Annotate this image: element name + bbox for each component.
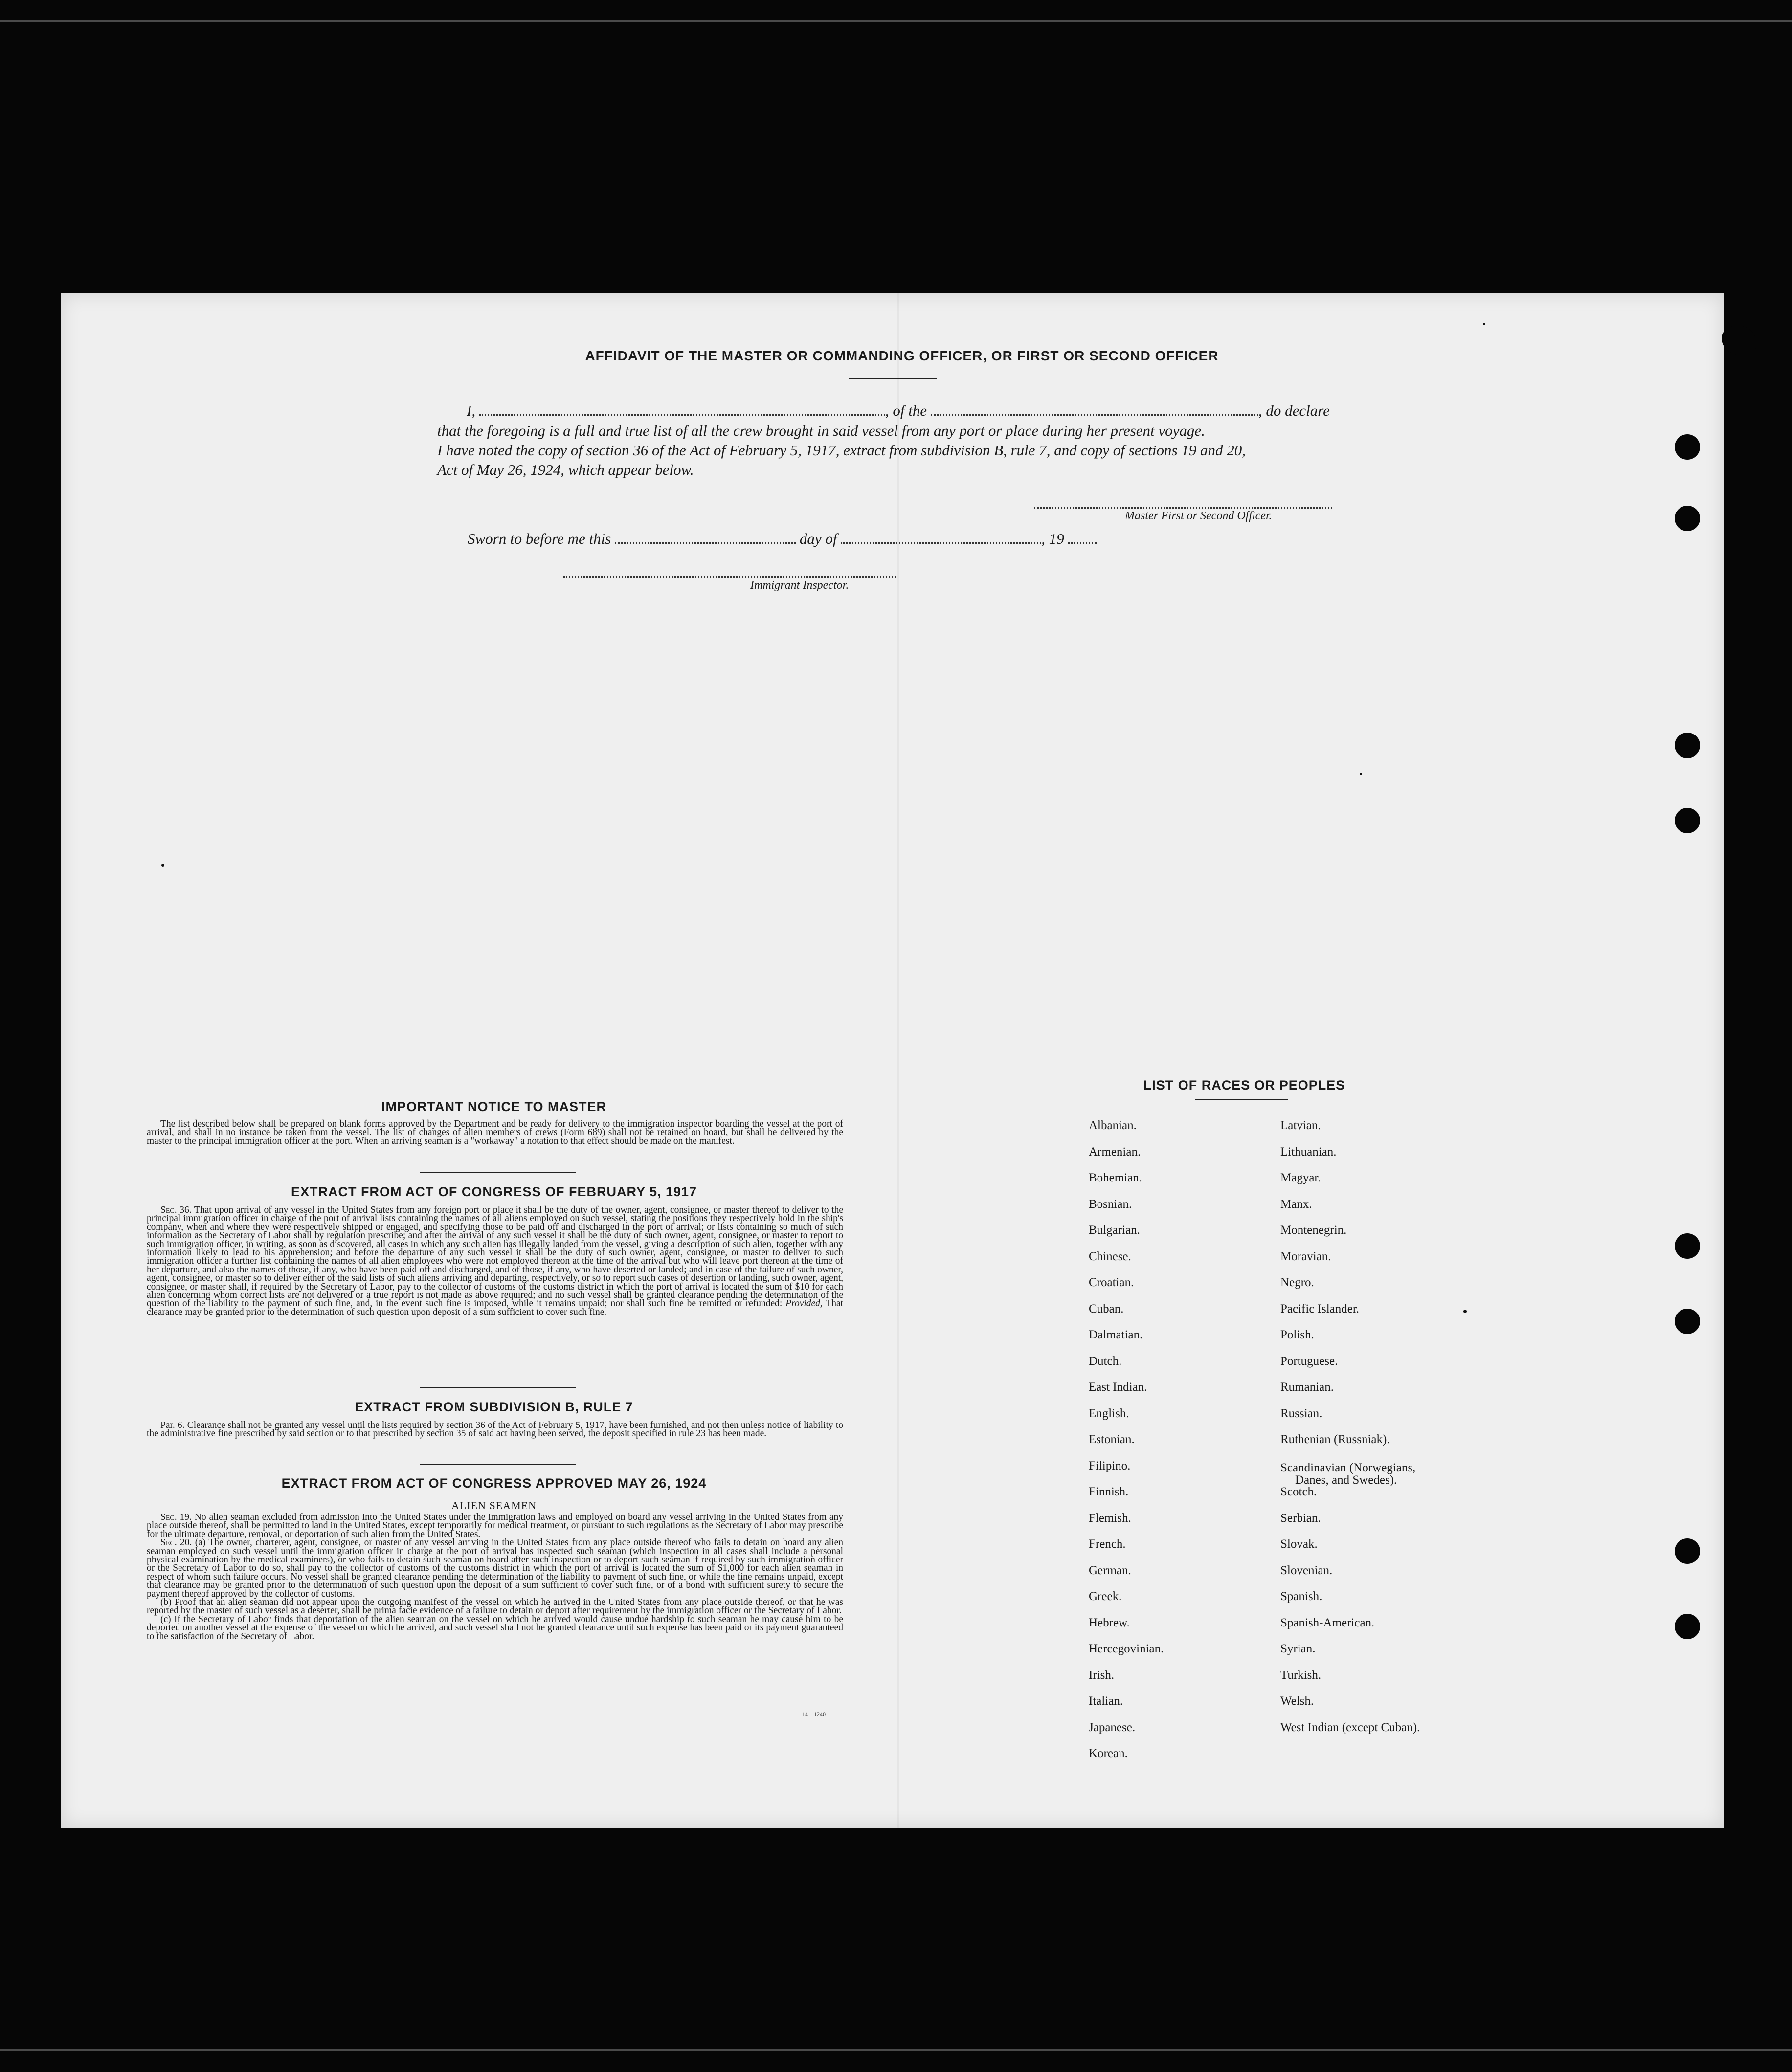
sec-20c-text: (c) If the Secretary of Labor finds that deportation of the alien seaman on the vessel on which he arrived would cause undue hardship to such seaman he may cause him to be deported on another vessel at the expense of the vessel on which he arrived, and such vessel shall not be granted clearance until such expense has been paid or its payment guaranteed to the satisfaction of the Secretary of Labor. <box>147 1614 843 1642</box>
race-item-left: Cuban. <box>1089 1302 1124 1315</box>
race-item-left: Korean. <box>1089 1747 1128 1760</box>
race-item-right: Spanish. <box>1280 1590 1322 1603</box>
master-caption: Master First or Second Officer. <box>1125 510 1272 522</box>
race-item-left: Bulgarian. <box>1089 1224 1140 1237</box>
name-blank[interactable] <box>479 411 885 416</box>
race-item-right: Latvian. <box>1280 1119 1321 1132</box>
race-item-left: Chinese. <box>1089 1249 1131 1263</box>
race-item-left: East Indian. <box>1089 1381 1147 1394</box>
race-item-right: West Indian (except Cuban). <box>1280 1720 1420 1734</box>
race-item-left: Filipino. <box>1089 1459 1131 1472</box>
document-page <box>61 293 1724 1828</box>
affidavit-line-3: I have noted the copy of section 36 of the Act of February 5, 1917, extract from subdivision B, rule 7, and copy of sections 19 and 20, <box>437 442 1246 459</box>
speck <box>1483 323 1485 325</box>
race-item-left: Hebrew. <box>1089 1616 1130 1629</box>
affidavit-line-4: Act of May 26, 1924, which appear below. <box>437 461 694 478</box>
affidavit-do-declare: , do declare <box>1258 402 1330 419</box>
race-item-right: Danes, and Swedes). <box>1295 1473 1397 1487</box>
alien-seamen-subtitle: ALIEN SEAMEN <box>451 1499 537 1512</box>
race-item-left: Albanian. <box>1089 1119 1137 1132</box>
punch-hole <box>1675 1233 1700 1259</box>
race-item-left: Finnish. <box>1089 1485 1129 1498</box>
race-item-right: Pacific Islander. <box>1280 1302 1360 1315</box>
race-item-left: Flemish. <box>1089 1511 1131 1525</box>
affidavit-of-the: , of the <box>885 402 927 419</box>
race-item-right: Turkish. <box>1280 1668 1322 1682</box>
race-item-right: Spanish-American. <box>1280 1616 1375 1629</box>
affidavit-line-2: that the foregoing is a full and true list of all the crew brought in said vessel from any port or place during her present voyage. <box>437 422 1205 439</box>
race-item-right: Negro. <box>1280 1276 1314 1289</box>
center-fold <box>897 293 899 1828</box>
extract-1917-text <box>147 1206 843 1316</box>
race-item-right: Syrian. <box>1280 1642 1316 1655</box>
race-item-left: German. <box>1089 1563 1131 1577</box>
speck <box>1360 773 1362 775</box>
punch-hole <box>1675 808 1700 833</box>
speck <box>161 864 164 867</box>
race-item-right: Lithuanian. <box>1280 1145 1337 1159</box>
sec-19-body: No alien seaman excluded from admission into the United States under the immigration laws and employed on board any vessel arriving in the United States from any place outside thereof, shall be permitted to land in the United States, except temporarily for medical treatment, or pursuant to such regulations as the Secretary of Labor may prescribe for the ultimate departure, removal, or deportation of such alien from the United States. <box>147 1512 843 1539</box>
race-item-right: Ruthenian (Russniak). <box>1280 1433 1390 1446</box>
race-item-right: Rumanian. <box>1280 1381 1334 1394</box>
notice-title: IMPORTANT NOTICE TO MASTER <box>381 1099 606 1114</box>
punch-hole <box>1675 1309 1700 1334</box>
race-item-left: French. <box>1089 1537 1126 1551</box>
sworn-prefix: Sworn to before me this <box>468 530 611 547</box>
notice-rule <box>420 1172 576 1173</box>
races-title-rule <box>1195 1099 1288 1100</box>
race-item-left: Dutch. <box>1089 1354 1122 1368</box>
extract-1917-rule <box>420 1387 576 1388</box>
races-title: LIST OF RACES OR PEOPLES <box>1143 1078 1345 1092</box>
punch-hole <box>1675 506 1700 531</box>
race-item-left: Greek. <box>1089 1590 1122 1603</box>
torn-corner <box>1722 326 1756 355</box>
punch-hole <box>1675 1538 1700 1564</box>
race-item-right: Magyar. <box>1280 1171 1321 1184</box>
race-item-right: Montenegrin. <box>1280 1224 1347 1237</box>
race-item-right: Scandinavian (Norwegians, <box>1280 1461 1416 1474</box>
race-item-left: Bosnian. <box>1089 1197 1132 1211</box>
affidavit-title-rule <box>849 378 937 379</box>
race-item-left: Croatian. <box>1089 1276 1134 1289</box>
sec-20-label: Sec. 20. <box>160 1537 192 1548</box>
sworn-day-blank[interactable] <box>615 539 796 544</box>
race-item-left: Bohemian. <box>1089 1171 1142 1184</box>
race-item-left: Dalmatian. <box>1089 1328 1143 1341</box>
race-item-right: Moravian. <box>1280 1249 1331 1263</box>
race-item-left: English. <box>1089 1406 1129 1420</box>
sworn-month-blank[interactable] <box>841 539 1041 544</box>
film-frame-top-line <box>0 20 1792 22</box>
punch-hole <box>1675 1614 1700 1639</box>
notice-text: The list described below shall be prepared on blank forms approved by the Department and be ready for delivery to the immigration inspector boarding the vessel at the port of arrival, and shall in no instance be taken from the vessel. The list of changes of alien members of crews (Form 689) shall not be retained on board, but shall be delivered by the master to the principal immigration officer at the port. When an arriving seaman is a "workaway" a notation to that effect should be made on the manifest. <box>147 1119 843 1146</box>
extract-1917-title: EXTRACT FROM ACT OF CONGRESS OF FEBRUARY 5, 1917 <box>291 1184 697 1199</box>
race-item-right: Russian. <box>1280 1406 1322 1420</box>
extract-rule7-title: EXTRACT FROM SUBDIVISION B, RULE 7 <box>355 1400 633 1414</box>
sec-36-label: Sec. 36. <box>160 1205 192 1215</box>
inspector-caption: Immigrant Inspector. <box>750 579 849 592</box>
proviso-label: Provided, <box>785 1298 823 1309</box>
sec-20b-text: (b) Proof that an alien seaman did not appear upon the outgoing manifest of the vessel on which he arrived in the United States from any place outside thereof, or that he was reported by the master of such vessel as a deserter, shall be prima facie evidence of a failure to detain or deport after requirement by the immigration officer or the Secretary of Labor. <box>147 1597 843 1616</box>
race-item-right: Scotch. <box>1280 1485 1317 1498</box>
inspector-signature-line[interactable] <box>563 576 896 578</box>
form-number: 14—1240 <box>802 1711 826 1717</box>
extract-rule7-text: Par. 6. Clearance shall not be granted any vessel until the lists required by section 36 of the Act of February 5, 1917, have been furnished, and not then unless notice of liability to the administrative fine prescribed by said section or to that prescribed by section 35 of said act having been served, the deposit specified in rule 23 has been made. <box>147 1420 843 1439</box>
punch-hole <box>1675 434 1700 460</box>
race-item-left: Hercegovinian. <box>1089 1642 1164 1655</box>
extract-1924-title: EXTRACT FROM ACT OF CONGRESS APPROVED MAY 26, 1924 <box>281 1476 707 1491</box>
race-item-right: Slovak. <box>1280 1537 1318 1551</box>
vessel-blank[interactable] <box>931 411 1258 416</box>
race-item-right: Slovenian. <box>1280 1563 1333 1577</box>
extract-1924-body <box>147 1513 843 1641</box>
race-item-right: Welsh. <box>1280 1694 1314 1708</box>
affidavit-title: AFFIDAVIT OF THE MASTER OR COMMANDING OFFICER, OR FIRST OR SECOND OFFICER <box>585 348 1219 363</box>
film-frame-bottom-line <box>0 2049 1792 2051</box>
affidavit-line-1 <box>467 402 1330 420</box>
race-item-left: Irish. <box>1089 1668 1115 1682</box>
speck <box>1463 1310 1467 1313</box>
race-item-right: Polish. <box>1280 1328 1314 1341</box>
proviso-text: That clearance may be granted prior to the determination of such question upon deposit of a sum sufficient to cover such fine. <box>147 1298 844 1317</box>
affidavit-i: I, <box>467 402 476 419</box>
master-signature-line[interactable] <box>1034 507 1332 509</box>
extract-rule7-rule <box>420 1464 576 1465</box>
sec-19-label: Sec. 19. <box>160 1512 192 1522</box>
race-item-right: Serbian. <box>1280 1511 1321 1525</box>
race-item-right: Portuguese. <box>1280 1354 1338 1368</box>
race-item-left: Estonian. <box>1089 1433 1135 1446</box>
sworn-line <box>468 530 1097 548</box>
sworn-year-blank[interactable] <box>1068 539 1097 544</box>
punch-hole <box>1675 733 1700 758</box>
sec-36-text: That upon arrival of any vessel in the United States from any foreign port or place it shall be the duty of the owner, agent, consignee, or master thereof to deliver to the principal immigration officer in charge of the port of arrival lists containing the names of all aliens employed on such vessel, stating the positions they respectively hold in the ship's company, when and where they were respectively shipped or engaged, and specifying those to be paid off and discharged in the port of arrival; or lists containing so much of such information as the Secretary of Labor shall by regulation prescribe; and after the arrival of any such vessel it shall be the duty of such owner, agent, consignee, or master to report to such immigration officer, in writing, as soon as discovered, all cases in which any such alien has illegally landed from the vessel, giving a description of such alien, together with any information likely to lead to his apprehension; and before the departure of any such vessel it shall be the duty of such owner, agent, consignee, or master to deliver to such immigration officer a further list containing the names of all alien employees who were not employed thereon at the time of the arrival but who will leave port thereon at the time of her departure, and also the names of those, if any, who have been paid off and discharged, and of those, if any, who have deserted or landed; and in case of the failure of such owner, agent, consignee, or master so to deliver either of the said lists of such aliens arriving and departing, respectively, or so to report such cases of desertion or landing, such owner, agent, consignee, or master shall, if required by the Secretary of Labor, pay to the collector of customs of the customs district in which the port of arrival is located the sum of $10 for each alien concerning whom correct lists are not delivered or a true report is not made as above required; and no such vessel shall be granted clearance pending the determination of the question of the liability to the payment of such fine, and, in the event such fine is imposed, while it remains unpaid; nor shall such fine be remitted or refunded: <box>147 1205 843 1309</box>
race-item-left: Italian. <box>1089 1694 1123 1708</box>
sworn-day-of: day of <box>799 530 837 547</box>
sec-20a-text <box>147 1538 843 1598</box>
race-item-right: Manx. <box>1280 1197 1312 1211</box>
sworn-year: , 19 <box>1041 530 1064 547</box>
sec-20a-body: (a) The owner, charterer, agent, consignee, or master of any vessel arriving in the United States from any place outside thereof who fails to detain on board any alien seaman employed on such vessel until the immigration officer in charge at the port of arrival has inspected such seaman (which inspection in all cases shall include a personal physical examination by the medical examiners), or who fails to detain such seaman on board after such inspection or to deport such seaman if required by such immigration officer or the Secretary of Labor to do so, shall pay to the collector of customs of the customs district in which the port of arrival is located the sum of $1,000 for each alien seaman in respect of whom such failure occurs. No vessel shall be granted clearance pending the determination of the liability to payment of such fine, or while the fine remains unpaid, except that clearance may be granted prior to the determination of such question upon the deposit of a sum sufficient to cover such fine, or of a bond with sufficient surety to secure the payment thereof approved by the collector of customs. <box>147 1537 844 1599</box>
race-item-left: Japanese. <box>1089 1720 1136 1734</box>
race-item-left: Armenian. <box>1089 1145 1141 1159</box>
sec-19-text <box>147 1513 843 1538</box>
